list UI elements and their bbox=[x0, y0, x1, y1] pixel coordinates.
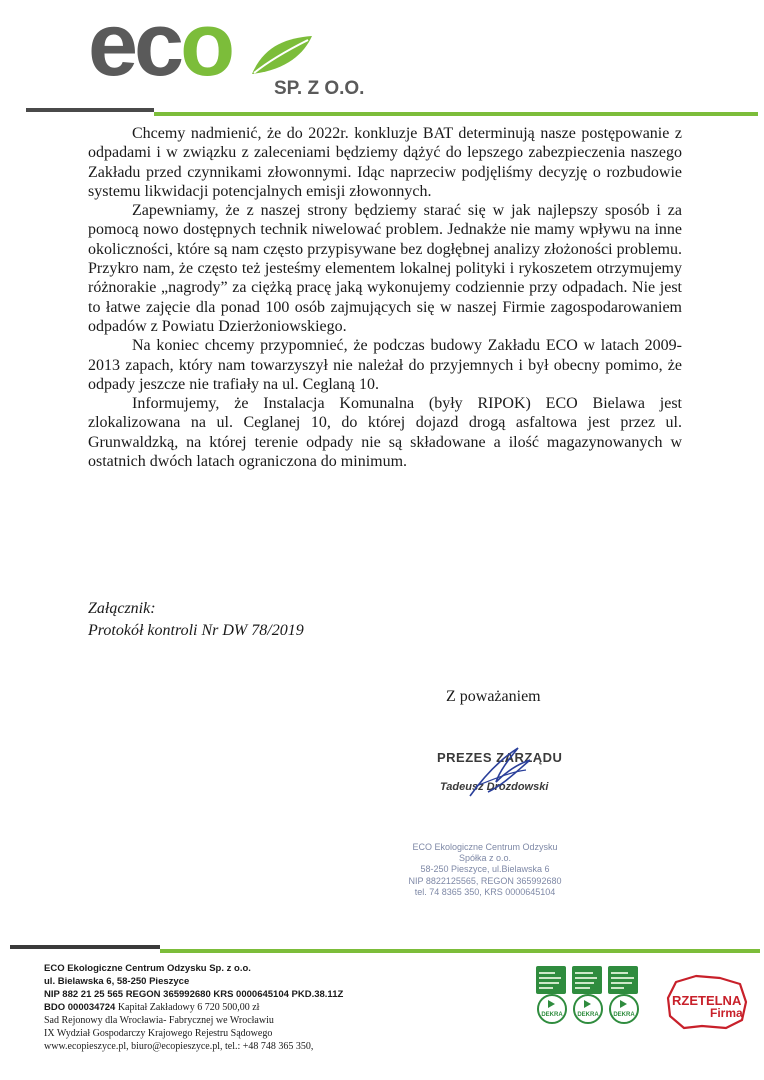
stamp-line: tel. 74 8365 350, KRS 0000645104 bbox=[414, 886, 556, 897]
footer-bdo: BDO 000034724 bbox=[44, 1002, 116, 1013]
rzetelna-firma-logo: RZETELNA bbox=[672, 993, 742, 1008]
footer-rule-green bbox=[160, 949, 760, 953]
logo-wordmark: eco bbox=[88, 0, 232, 95]
dekra-icon: DEKRA bbox=[537, 994, 567, 1024]
dekra-certificates bbox=[536, 966, 642, 1028]
dekra-badge bbox=[572, 966, 602, 1028]
footer-court-dept: IX Wydział Gospodarczy Krajowego Rejestru Sądowego bbox=[44, 1028, 273, 1039]
stamp-line: ECO Ekologiczne Centrum Odzysku bbox=[412, 842, 558, 852]
footer-company-name: ECO Ekologiczne Centrum Odzysku Sp. z o.o. bbox=[44, 963, 251, 974]
signature-title: PREZES ZARZĄDU bbox=[437, 750, 563, 765]
dekra-icon: DEKRA bbox=[573, 994, 603, 1024]
letter-body bbox=[88, 124, 682, 471]
leaf-icon bbox=[246, 34, 316, 79]
footer-rule-dark bbox=[10, 945, 160, 949]
header-rule-green bbox=[154, 112, 758, 116]
signature-name: Tadeusz Drozdowski bbox=[440, 781, 549, 793]
attachment-block bbox=[88, 598, 304, 642]
letter-paragraph: Zapewniamy, że z naszej strony będziemy starać się w jak najlepszy sposób i za pomocą nowo dostępnych technik niwelować problem. Jednakże nie mamy wpływu na inne okoliczności, które są nam często przypisywane bez dogłębnej analizy złożoności problemu. Przykro nam, że często też jesteśmy elementem lokalnej polityki i rykoszetem otrzymujemy różnorakie „nagrody” za ciężką pracę jaką wykonujemy codziennie przy odpadach. Nie jest to łatwe zajęcie dla ponad 100 osób zajmujących się w naszej Firmie zagospodarowaniem odpadów z Powiatu Dzierżoniowskiego. bbox=[88, 202, 682, 335]
dekra-badge bbox=[608, 966, 638, 1028]
letter-paragraph: Na koniec chcemy przypomnieć, że podczas budowy Zakładu ECO w latach 2009-2013 zapach, który nam towarzyszył nie należał do przyjemnych i był obecny pomimo, że odpady jeszcze nie trafiały na ul. Ceglaną 10. bbox=[88, 337, 682, 393]
logo-suffix: SP. Z O.O. bbox=[274, 78, 365, 99]
closing-salutation: Z poważaniem bbox=[446, 688, 541, 705]
handwritten-signature bbox=[466, 742, 536, 802]
footer-address: ul. Bielawska 6, 58-250 Pieszyce bbox=[44, 976, 190, 987]
company-logo bbox=[88, 0, 388, 106]
footer-court: Sad Rejonowy dla Wrocławia- Fabrycznej we Wrocławiu bbox=[44, 1015, 274, 1026]
header-rule-dark bbox=[26, 108, 154, 112]
letter-paragraph: Informujemy, że Instalacja Komunalna (były RIPOK) ECO Bielawa jest zlokalizowana na ul. Ceglanej 10, do której dojazd drogą asfaltowa jest przez ul. Grunwaldzką, na której terenie odpady nie są składowane a ilość magazynowanych w ostatnich dwóch latach ograniczona do minimum. bbox=[88, 395, 682, 471]
footer-company-info bbox=[44, 962, 343, 1053]
footer-capital: Kapitał Zakładowy 6 720 500,00 zł bbox=[115, 1002, 260, 1013]
letter-paragraph: Chcemy nadmienić, że do 2022r. konkluzje BAT determinują nasze postępowanie z odpadami i w związku z zaleceniami będziemy dążyć do lepszego zabezpieczenia naszego Zakładu przed czynnikami złowonnymi. Idąc naprzeciw podjęliśmy decyzję o rozbudowie systemu likwidacji potencjalnych emisji złowonnych. bbox=[88, 125, 682, 200]
dekra-icon: DEKRA bbox=[609, 994, 639, 1024]
company-stamp bbox=[395, 842, 575, 898]
stamp-line: NIP 8822125565, REGON 365992680 bbox=[408, 875, 562, 886]
stamp-line: Spółka z o.o. bbox=[458, 853, 512, 864]
rzetelna-firma-subtitle: Firma bbox=[710, 1006, 743, 1020]
attachment-label: Załącznik: bbox=[88, 600, 156, 617]
footer-registration-ids: NIP 882 21 25 565 REGON 365992680 KRS 0000645104 PKD.38.11Z bbox=[44, 989, 344, 1000]
footer-contact: www.ecopieszyce.pl, biuro@ecopieszyce.pl, tel.: +48 748 365 350, bbox=[44, 1041, 314, 1052]
stamp-line: 58-250 Pieszyce, ul.Bielawska 6 bbox=[420, 864, 550, 875]
dekra-badge bbox=[536, 966, 566, 1028]
attachment-item: Protokół kontroli Nr DW 78/2019 bbox=[88, 622, 304, 639]
footer-bdo-line bbox=[44, 1001, 343, 1014]
